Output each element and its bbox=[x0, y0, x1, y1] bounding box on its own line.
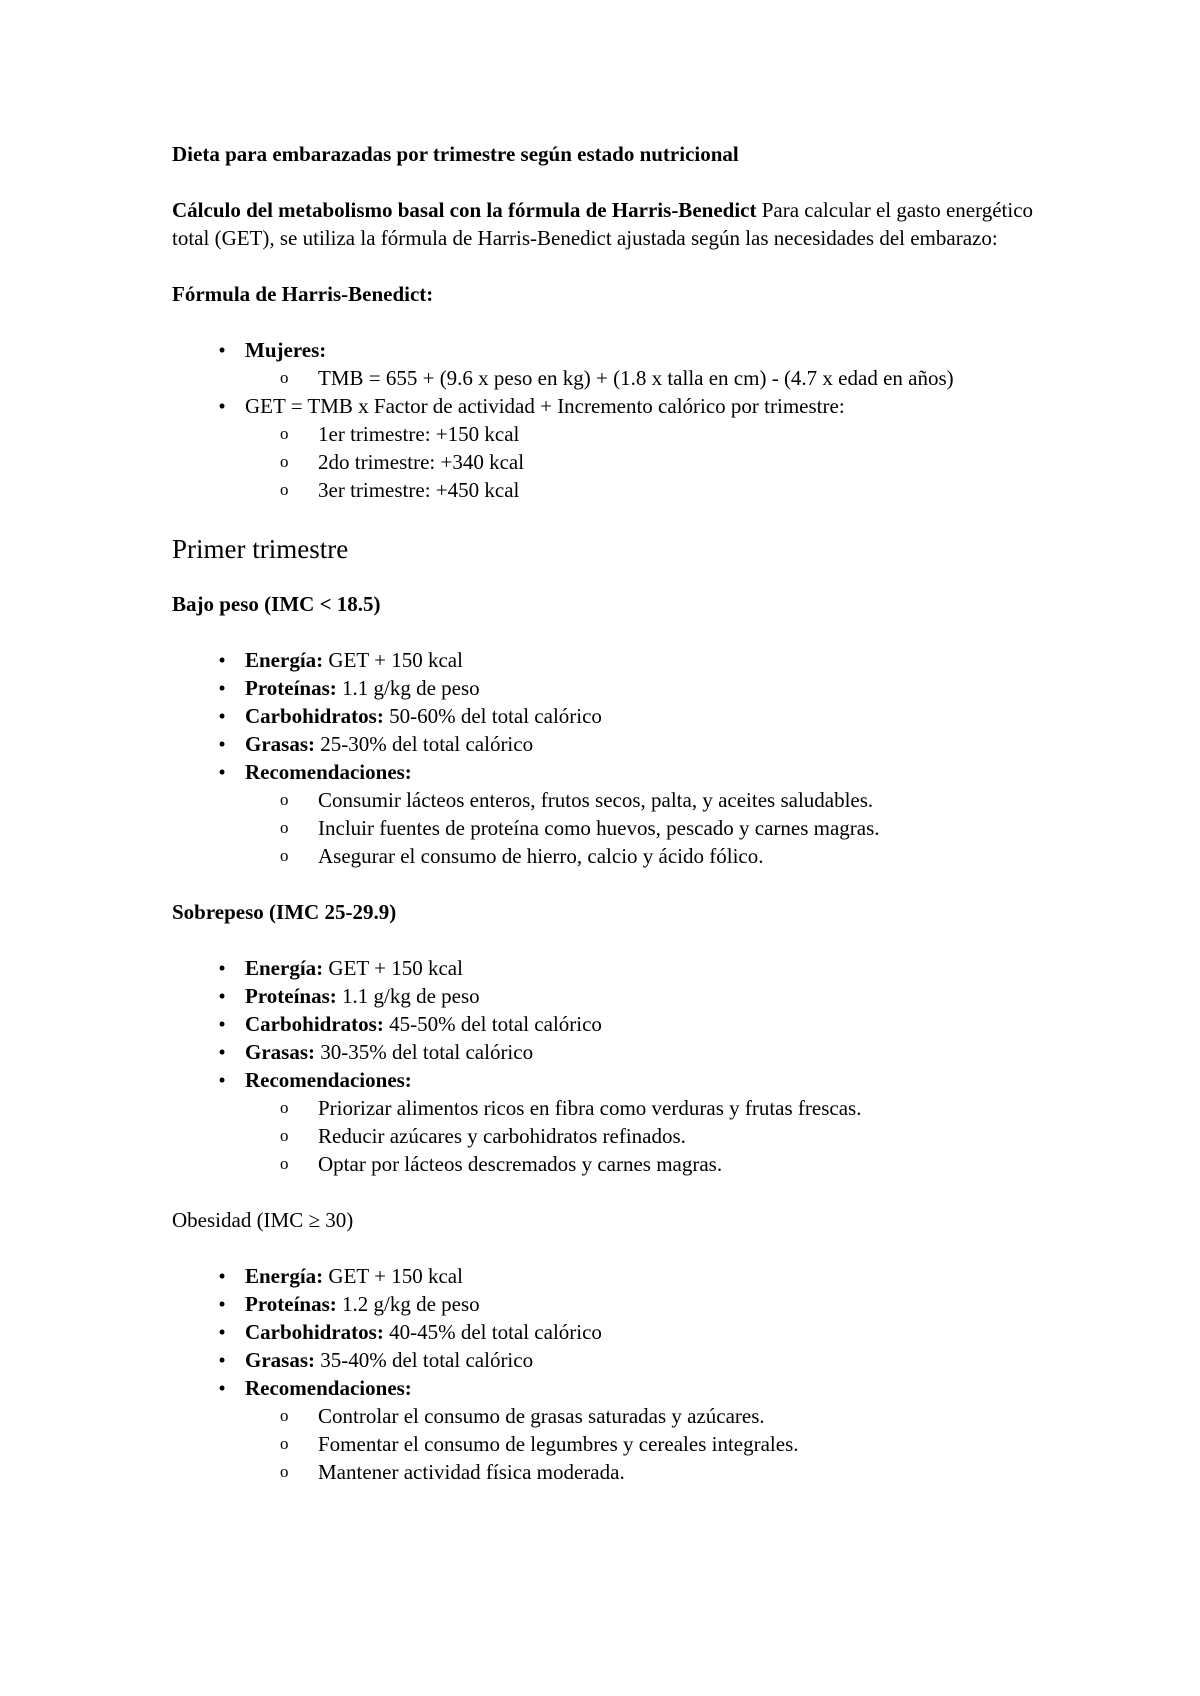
list-item bbox=[172, 1094, 1052, 1122]
recommendation: Consumir lácteos enteros, frutos secos, palta, y aceites saludables. bbox=[318, 788, 874, 812]
carbs-label: Carbohidratos: bbox=[245, 1012, 384, 1036]
sublist bbox=[245, 364, 1052, 392]
bullet-icon: • bbox=[218, 760, 226, 784]
sub-bullet-icon: o bbox=[280, 846, 289, 865]
bullet-icon: • bbox=[218, 1376, 226, 1400]
energy-value: GET + 150 kcal bbox=[323, 648, 463, 672]
group-heading-obesidad: Obesidad (IMC ≥ 30) bbox=[172, 1208, 354, 1232]
list-item bbox=[172, 842, 1052, 870]
list-item bbox=[172, 476, 1052, 504]
get-formula: GET = TMB x Factor de actividad + Incremento calórico por trimestre: bbox=[245, 394, 845, 418]
carbs-value: 45-50% del total calórico bbox=[383, 1012, 602, 1036]
list-item bbox=[172, 674, 1052, 702]
sub-bullet-icon: o bbox=[280, 1126, 289, 1145]
list-item bbox=[172, 1010, 1052, 1038]
list-item bbox=[172, 1458, 1052, 1486]
sub-bullet-icon: o bbox=[280, 480, 289, 499]
protein-value: 1.2 g/kg de peso bbox=[336, 1292, 480, 1316]
protein-value: 1.1 g/kg de peso bbox=[336, 676, 480, 700]
fat-label: Grasas: bbox=[245, 732, 315, 756]
recommendation: Controlar el consumo de grasas saturadas y azúcares. bbox=[318, 1404, 765, 1428]
bullet-icon: • bbox=[218, 1320, 226, 1344]
recommendation: Incluir fuentes de proteína como huevos, pescado y carnes magras. bbox=[318, 816, 880, 840]
list-item bbox=[172, 1430, 1052, 1458]
energy-value: GET + 150 kcal bbox=[323, 1264, 463, 1288]
nutrient-list bbox=[172, 1262, 1052, 1486]
bullet-icon: • bbox=[218, 1040, 226, 1064]
sub-bullet-icon: o bbox=[280, 1154, 289, 1173]
sub-bullet-icon: o bbox=[280, 1406, 289, 1425]
sublist bbox=[245, 420, 1052, 504]
group-heading-bajo-peso: Bajo peso (IMC < 18.5) bbox=[172, 592, 381, 616]
recommendations-label: Recomendaciones: bbox=[245, 1376, 412, 1400]
formula-list bbox=[172, 336, 1052, 504]
intro-paragraph bbox=[172, 196, 1052, 252]
list-item bbox=[172, 448, 1052, 476]
recommendation: Reducir azúcares y carbohidratos refinados. bbox=[318, 1124, 686, 1148]
list-item bbox=[172, 1038, 1052, 1066]
women-label: Mujeres: bbox=[245, 338, 327, 362]
recommendations-label: Recomendaciones: bbox=[245, 760, 412, 784]
bullet-icon: • bbox=[218, 1068, 226, 1092]
list-item bbox=[172, 1262, 1052, 1290]
bullet-icon: • bbox=[218, 338, 226, 362]
recommendation: Fomentar el consumo de legumbres y cereales integrales. bbox=[318, 1432, 799, 1456]
list-item bbox=[172, 1150, 1052, 1178]
energy-value: GET + 150 kcal bbox=[323, 956, 463, 980]
sub-bullet-icon: o bbox=[280, 368, 289, 387]
list-item bbox=[172, 982, 1052, 1010]
energy-label: Energía: bbox=[245, 648, 324, 672]
trimester-increment: 2do trimestre: +340 kcal bbox=[318, 450, 525, 474]
sub-bullet-icon: o bbox=[280, 818, 289, 837]
energy-label: Energía: bbox=[245, 956, 324, 980]
fat-value: 30-35% del total calórico bbox=[315, 1040, 534, 1064]
sublist bbox=[245, 1402, 1052, 1486]
list-item bbox=[172, 1374, 1052, 1486]
list-item bbox=[172, 954, 1052, 982]
list-item bbox=[172, 786, 1052, 814]
document-title: Dieta para embarazadas por trimestre según estado nutricional bbox=[172, 142, 739, 166]
list-item bbox=[172, 702, 1052, 730]
intro-bold-heading: Cálculo del metabolismo basal con la fórmula de Harris-Benedict bbox=[172, 198, 757, 222]
list-item bbox=[172, 364, 1052, 392]
fat-label: Grasas: bbox=[245, 1348, 315, 1372]
protein-label: Proteínas: bbox=[245, 984, 337, 1008]
list-item bbox=[172, 392, 1052, 504]
group-heading-sobrepeso: Sobrepeso (IMC 25-29.9) bbox=[172, 900, 397, 924]
bullet-icon: • bbox=[218, 648, 226, 672]
carbs-value: 50-60% del total calórico bbox=[383, 704, 602, 728]
fat-label: Grasas: bbox=[245, 1040, 315, 1064]
recommendation: Mantener actividad física moderada. bbox=[318, 1460, 625, 1484]
list-item bbox=[172, 336, 1052, 392]
list-item bbox=[172, 1066, 1052, 1178]
list-item bbox=[172, 420, 1052, 448]
list-item bbox=[172, 1122, 1052, 1150]
recommendation: Priorizar alimentos ricos en fibra como verduras y frutas frescas. bbox=[318, 1096, 862, 1120]
bullet-icon: • bbox=[218, 676, 226, 700]
list-item bbox=[172, 730, 1052, 758]
recommendation: Optar por lácteos descremados y carnes magras. bbox=[318, 1152, 723, 1176]
bullet-icon: • bbox=[218, 732, 226, 756]
document-page bbox=[172, 140, 1052, 1514]
recommendations-label: Recomendaciones: bbox=[245, 1068, 412, 1092]
nutrient-list bbox=[172, 954, 1052, 1178]
fat-value: 35-40% del total calórico bbox=[315, 1348, 534, 1372]
list-item bbox=[172, 814, 1052, 842]
bullet-icon: • bbox=[218, 1292, 226, 1316]
list-item bbox=[172, 1290, 1052, 1318]
protein-value: 1.1 g/kg de peso bbox=[336, 984, 480, 1008]
trimester-increment: 1er trimestre: +150 kcal bbox=[318, 422, 520, 446]
bullet-icon: • bbox=[218, 1012, 226, 1036]
sub-bullet-icon: o bbox=[280, 1462, 289, 1481]
fat-value: 25-30% del total calórico bbox=[315, 732, 534, 756]
carbs-value: 40-45% del total calórico bbox=[383, 1320, 602, 1344]
protein-label: Proteínas: bbox=[245, 1292, 337, 1316]
sub-bullet-icon: o bbox=[280, 424, 289, 443]
sub-bullet-icon: o bbox=[280, 1434, 289, 1453]
nutrient-list bbox=[172, 646, 1052, 870]
bullet-icon: • bbox=[218, 1348, 226, 1372]
trimester-increment: 3er trimestre: +450 kcal bbox=[318, 478, 520, 502]
carbs-label: Carbohidratos: bbox=[245, 704, 384, 728]
list-item bbox=[172, 758, 1052, 870]
bullet-icon: • bbox=[218, 394, 226, 418]
sub-bullet-icon: o bbox=[280, 1098, 289, 1117]
tmb-formula: TMB = 655 + (9.6 x peso en kg) + (1.8 x talla en cm) - (4.7 x edad en años) bbox=[318, 366, 954, 390]
formula-heading: Fórmula de Harris-Benedict: bbox=[172, 282, 434, 306]
bullet-icon: • bbox=[218, 704, 226, 728]
sub-bullet-icon: o bbox=[280, 790, 289, 809]
list-item bbox=[172, 646, 1052, 674]
carbs-label: Carbohidratos: bbox=[245, 1320, 384, 1344]
sublist bbox=[245, 786, 1052, 870]
energy-label: Energía: bbox=[245, 1264, 324, 1288]
section-heading: Primer trimestre bbox=[172, 534, 349, 564]
protein-label: Proteínas: bbox=[245, 676, 337, 700]
list-item bbox=[172, 1402, 1052, 1430]
list-item bbox=[172, 1346, 1052, 1374]
bullet-icon: • bbox=[218, 984, 226, 1008]
sublist bbox=[245, 1094, 1052, 1178]
bullet-icon: • bbox=[218, 1264, 226, 1288]
recommendation: Asegurar el consumo de hierro, calcio y ácido fólico. bbox=[318, 844, 764, 868]
list-item bbox=[172, 1318, 1052, 1346]
bullet-icon: • bbox=[218, 956, 226, 980]
intro-text: Para calcular el gasto energético total (GET), se utiliza la fórmula de Harris-Benedict ajustada según las necesidades del embarazo: bbox=[172, 198, 1034, 250]
sub-bullet-icon: o bbox=[280, 452, 289, 471]
